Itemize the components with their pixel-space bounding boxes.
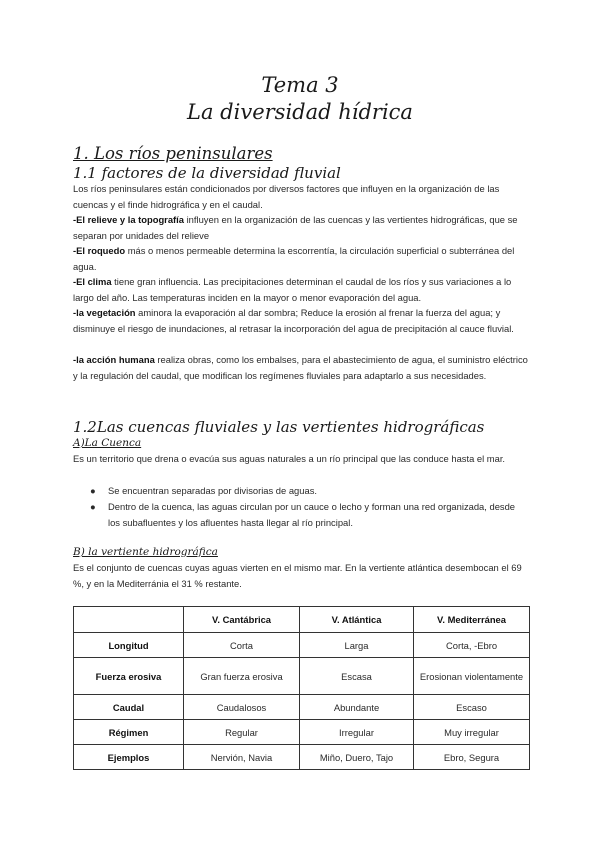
- section1-heading: 1. Los ríos peninsulares: [73, 144, 273, 163]
- table-cell: Abundante: [300, 695, 414, 720]
- vertiente-text: Es el conjunto de cuencas cuyas aguas vierten en el mismo mar. En la vertiente atlántica desembocan el 69 %, y en la Mediterránia el 31 % restante.: [73, 562, 522, 589]
- doc-title-line2: La diversidad hídrica: [187, 100, 413, 124]
- section1-1-intro: Los ríos peninsulares están condicionados por diversos factores que influyen en la organización de las cuencas y el finde hidrográfica y en el caudal.: [73, 183, 500, 210]
- factor-roquedo-text: más o menos permeable determina la escorrentía, la circulación superficial o subterránea del agua.: [73, 245, 515, 272]
- table-header-row: [74, 607, 530, 633]
- factor-relieve: [73, 212, 528, 243]
- bullet-icon: ●: [90, 485, 96, 496]
- table-cell: Corta: [184, 633, 300, 658]
- table-header-cell: V. Atlántica: [300, 607, 414, 633]
- table-cell: Escaso: [414, 695, 530, 720]
- factor-clima: [73, 274, 528, 305]
- table-row-label: Caudal: [74, 695, 184, 720]
- table-row-label: Ejemplos: [74, 745, 184, 770]
- table-row: [74, 745, 530, 770]
- doc-title-line1: Tema 3: [261, 73, 339, 97]
- table-header-cell: [74, 607, 184, 633]
- vertiente-heading: B) la vertiente hidrográfica: [73, 546, 218, 558]
- table-cell: Gran fuerza erosiva: [184, 658, 300, 695]
- factor-clima-label: -El clima: [73, 276, 112, 287]
- table-cell: Nervión, Navia: [184, 745, 300, 770]
- table-row: [74, 695, 530, 720]
- bullet-text: Dentro de la cuenca, las aguas circulan por un cauce o lecho y forman una red organizada, desde los subafluentes y los afluentes hasta llegar al río principal.: [108, 501, 516, 528]
- cuenca-text: Es un territorio que drena o evacúa sus aguas naturales a un río principal que las conduce hasta el mar.: [73, 453, 506, 464]
- section1-2-heading: 1.2Las cuencas fluviales y las vertientes hidrográficas: [73, 418, 485, 436]
- table-cell: Corta, -Ebro: [414, 633, 530, 658]
- factor-accion-humana-text: realiza obras, como los embalses, para el abastecimiento de agua, el suministro eléctrico y la regulación del caudal, que modifican los regímenes fluviales para adaptarlo a sus necesidades.: [73, 354, 528, 381]
- table-cell: Erosionan violentamente: [414, 658, 530, 695]
- table-header-cell: V. Mediterránea: [414, 607, 530, 633]
- table-row-label: Régimen: [74, 720, 184, 745]
- table-cell: Regular: [184, 720, 300, 745]
- table-cell: Miño, Duero, Tajo: [300, 745, 414, 770]
- table-row: [74, 720, 530, 745]
- vertientes-table: [73, 606, 530, 770]
- table-cell: Caudalosos: [184, 695, 300, 720]
- factor-clima-text: tiene gran influencia. Las precipitaciones determinan el caudal de los ríos y sus variaciones a lo largo del año. Las temperaturas inciden en la mayor o menor evaporación del agua.: [73, 276, 512, 303]
- table-cell: Ebro, Segura: [414, 745, 530, 770]
- bullet-icon: ●: [90, 501, 96, 512]
- table-row: [74, 658, 530, 695]
- factor-accion-humana-label: -la acción humana: [73, 354, 155, 365]
- factor-vegetacion-label: -la vegetación: [73, 307, 136, 318]
- bullet-text: Se encuentran separadas por divisorias de aguas.: [108, 485, 317, 496]
- table-row: [74, 633, 530, 658]
- section1-1-heading: 1.1 factores de la diversidad fluvial: [73, 164, 341, 182]
- factor-roquedo: [73, 243, 528, 274]
- cuenca-heading: A)La Cuenca: [73, 437, 142, 449]
- factor-vegetacion: [73, 305, 528, 336]
- factor-vegetacion-text: aminora la evaporación al dar sombra; Reduce la erosión al frenar la fuerza del agua; y disminuye el riesgo de inundaciones, al retrasar la incorporación del agua de precipitación al cauce fluvial.: [73, 307, 514, 334]
- table-header-cell: V. Cantábrica: [184, 607, 300, 633]
- table-cell: Muy irregular: [414, 720, 530, 745]
- table-cell: Irregular: [300, 720, 414, 745]
- factor-roquedo-label: -El roquedo: [73, 245, 126, 256]
- table-cell: Larga: [300, 633, 414, 658]
- table-cell: Escasa: [300, 658, 414, 695]
- factor-relieve-text: influyen en la organización de las cuencas y las vertientes hidrográficas, que se separan por unidades del relieve: [73, 214, 518, 241]
- factor-accion-humana: [73, 352, 528, 383]
- table-row-label: Fuerza erosiva: [74, 658, 184, 695]
- table-row-label: Longitud: [74, 633, 184, 658]
- factor-relieve-label: -El relieve y la topografía: [73, 214, 184, 225]
